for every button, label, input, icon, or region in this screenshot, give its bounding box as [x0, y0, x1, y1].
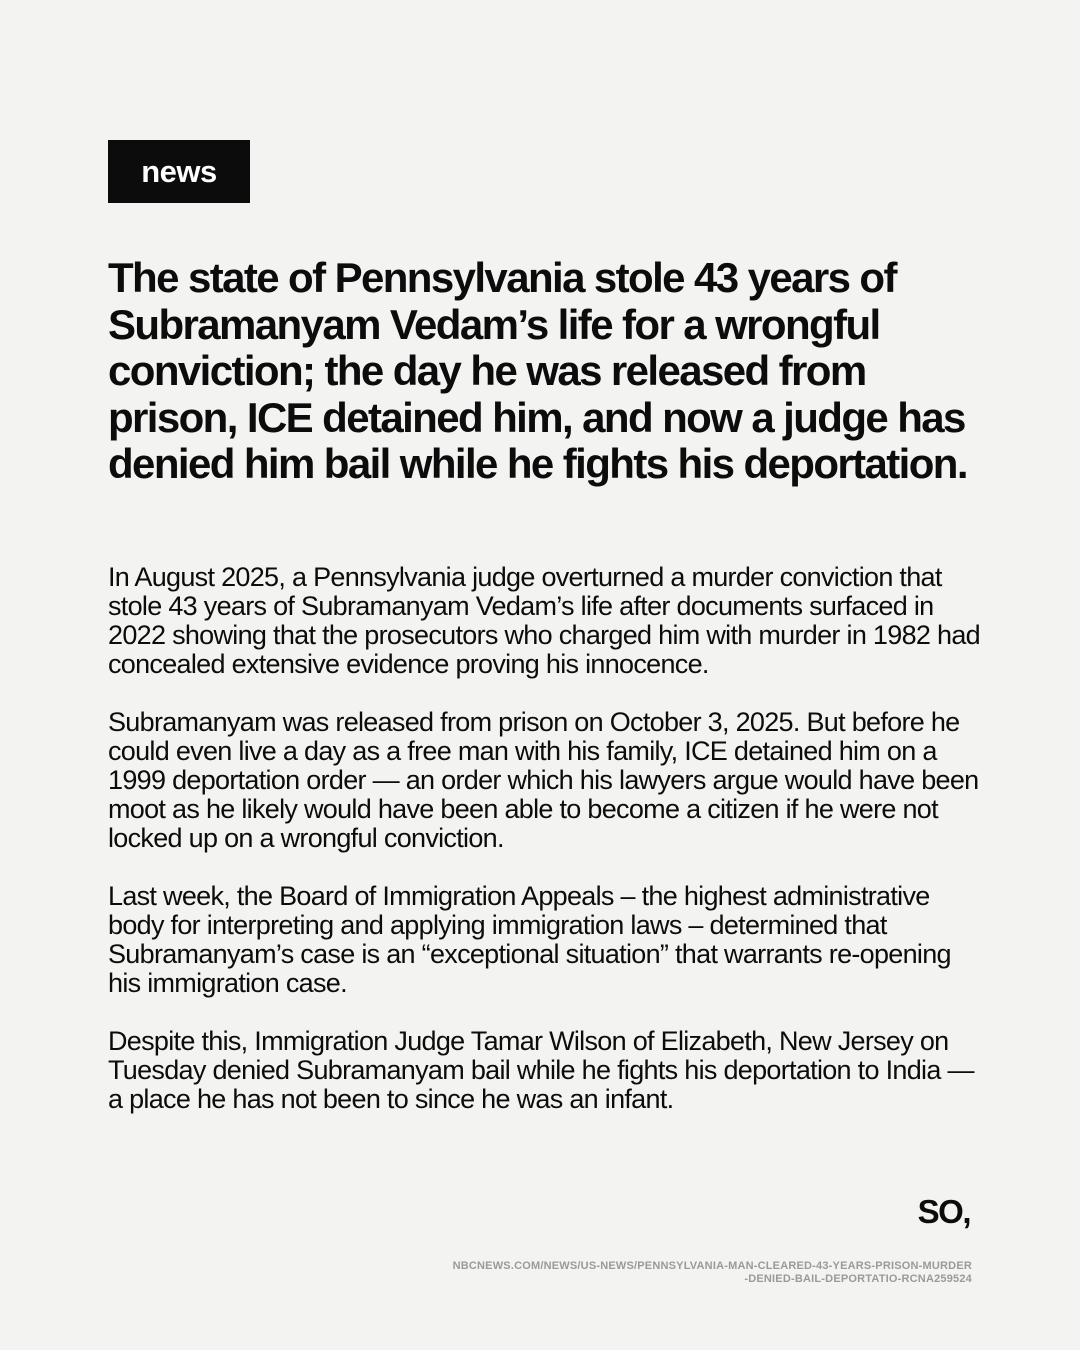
paragraph-1: In August 2025, a Pennsylvania judge overturned a murder conviction that stole 43 years of Subramanyam Vedam’s life after documents surfaced in 2022 showing that the prosecutors who charged him with murder in 1982 had concealed extensive evidence proving his innocence.	[108, 562, 980, 679]
source-url: NBCNEWS.COM/NEWS/US-NEWS/PENNSYLVANIA-MAN-CLEARED-43-YEARS-PRISON-MURDER-DENIED-BAIL-DEPORTATIO-RCNA259524	[452, 1260, 972, 1285]
paragraph-2: Subramanyam was released from prison on October 3, 2025. But before he could even live a day as a free man with his family, ICE detained him on a 1999 deportation order — an order which his lawyers argue would have been moot as he likely would have been able to become a citizen if he were not locked up on a wrongful conviction.	[108, 707, 979, 853]
article-body	[108, 563, 988, 1143]
paragraph-4: Despite this, Immigration Judge Tamar Wilson of Elizabeth, New Jersey on Tuesday denied Subramanyam bail while he fights his deportation to India — a place he has not been to since he was an infant.	[108, 1026, 974, 1114]
paragraph-3: Last week, the Board of Immigration Appeals – the highest administrative body for interpreting and applying immigration laws – determined that Subramanyam’s case is an “exceptional situation” that warrants re-opening his immigration case.	[108, 881, 951, 998]
brand-logo: SO,	[917, 1193, 970, 1230]
headline: The state of Pennsylvania stole 43 years of Subramanyam Vedam’s life for a wrongful conviction; the day he was released from prison, ICE detained him, and now a judge has denied him bail while he fights his deportation.	[108, 254, 967, 487]
news-tag: news	[108, 140, 250, 203]
